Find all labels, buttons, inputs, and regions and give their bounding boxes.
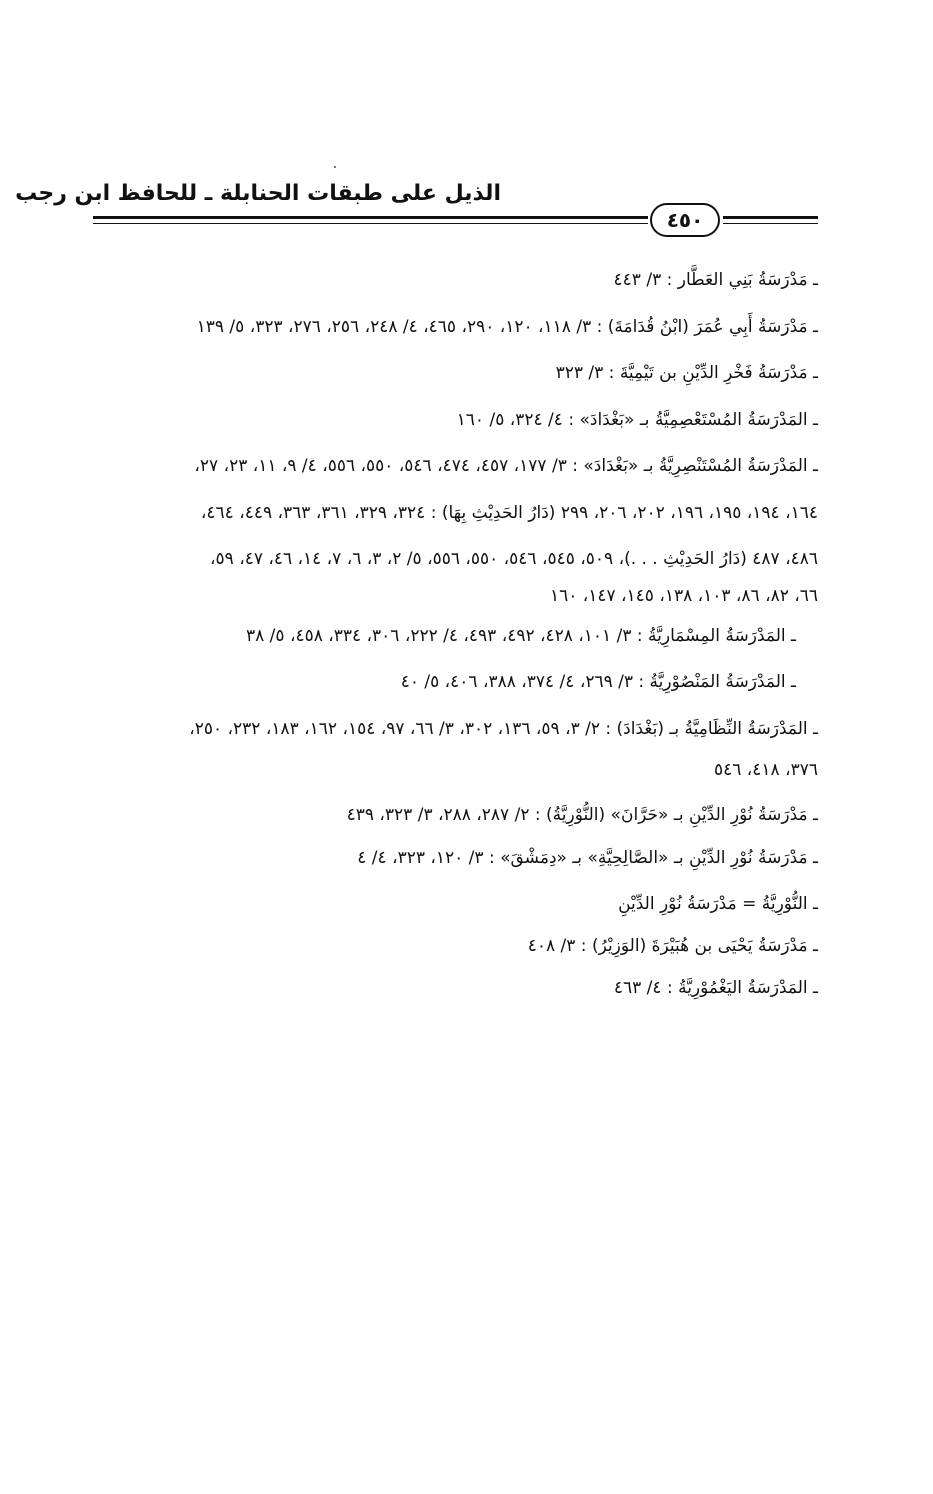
index-entry: ـ مَدْرَسَةُ نُوْرِ الدِّيْنِ بـ «حَرَّانَ» (النُّوْرِيَّةُ) : ٢/ ٢٨٧، ٢٨٨، ٣/ ٣٢٣، ٤٣٩ <box>346 805 818 825</box>
index-entry-continuation: ١٦٤، ١٩٤، ١٩٥، ١٩٦، ٢٠٢، ٢٠٦، ٢٩٩ (دَارُ الحَدِيْثِ بِهَا) : ٣٢٤، ٣٢٩، ٣٦١، ٣٦٣، ٤٤٩، ٤٦٤، <box>200 503 818 523</box>
index-entry-continuation: ٦٦، ٨٢، ٨٦، ١٠٣، ١٣٨، ١٤٥، ١٤٧، ١٦٠ <box>549 586 818 606</box>
running-title: الذيل على طبقات الحنابلة ـ للحافظ ابن رجب <box>15 181 501 206</box>
index-entry: ـ المَدْرَسَةُ المُسْتَنْصِرِيَّةُ بـ «بَغْدَادَ» : ٣/ ١٧٧، ٤٥٧، ٤٧٤، ٥٤٦، ٥٥٠، ٥٥٦، ٤/ ٩، ١١، ٢٣، ٢٧، <box>194 456 818 476</box>
index-entry: ـ المَدْرَسَةُ المَنْصُوْرِيَّةُ : ٣/ ٢٦٩، ٤/ ٣٧٤، ٣٨٨، ٤٠٦، ٥/ ٤٠ <box>400 672 796 692</box>
index-entry: ـ مَدْرَسَةُ يَحْيَى بن هُبَيْرَةَ (الوَزِيْرُ) : ٣/ ٤٠٨ <box>527 936 818 956</box>
index-entry: ـ مَدْرَسَةُ أَبِي عُمَرَ (ابْنُ قُدَامَةَ) : ٣/ ١١٨، ١٢٠، ٢٩٠، ٤٦٥، ٤/ ٢٤٨، ٢٥٦، ٢٧٦، ٣٢٣، ٥/ ١٣٩ <box>196 317 818 337</box>
speck-mark <box>334 166 336 168</box>
index-entry: ـ مَدْرَسَةُ فَخْرِ الدِّيْنِ بن تَيْمِيَّةَ : ٣/ ٣٢٣ <box>555 363 818 383</box>
index-entry: ـ النُّوْرِيَّةُ = مَدْرَسَةُ نُوْرِ الدِّيْنِ <box>618 894 818 914</box>
index-entry-continuation: ٤٨٦، ٤٨٧ (دَارُ الحَدِيْثِ . . .)، ٥٠٩، ٥٤٥، ٥٤٦، ٥٥٠، ٥٥٦، ٥/ ٢، ٣، ٦، ٧، ١٤، ٤٦، ٤٧، ٥٩، <box>210 549 818 569</box>
index-entry: ـ المَدْرَسَةُ النِّظَامِيَّةُ بـ (بَغْدَادَ) : ٢/ ٣، ٥٩، ١٣٦، ٣٠٢، ٣/ ٦٦، ٩٧، ١٥٤، ١٦٢، ١٨٣، ٢٣٢، ٢٥٠، <box>189 719 818 739</box>
index-entry: ـ المَدْرَسَةُ المِسْمَارِيَّةُ : ٣/ ١٠١، ٤٢٨، ٤٩٢، ٤٩٣، ٤/ ٢٢٢، ٣٠٦، ٣٣٤، ٤٥٨، ٥/ ٣٨ <box>246 626 796 646</box>
index-entry-continuation: ٣٧٦، ٤١٨، ٥٤٦ <box>714 760 818 780</box>
index-entry: ـ المَدْرَسَةُ اليَغْمُوْرِيَّةُ : ٤/ ٤٦٣ <box>613 978 818 998</box>
header-rule-right <box>723 212 818 232</box>
index-entry: ـ مَدْرَسَةُ بَنِي العَطَّار : ٣/ ٤٤٣ <box>613 270 818 290</box>
index-entry: ـ المَدْرَسَةُ المُسْتَعْصِمِيَّةُ بـ «بَغْدَادَ» : ٤/ ٣٢٤، ٥/ ١٦٠ <box>456 410 818 430</box>
header-rule-left <box>93 212 648 232</box>
index-entry: ـ مَدْرَسَةُ نُوْرِ الدِّيْنِ بـ «الصَّالِحِيَّةِ» بـ «دِمَشْقَ» : ٣/ ١٢٠، ٣٢٣، ٤/ ٤ <box>357 848 818 868</box>
page-number: ٤٥٠ <box>650 203 720 237</box>
